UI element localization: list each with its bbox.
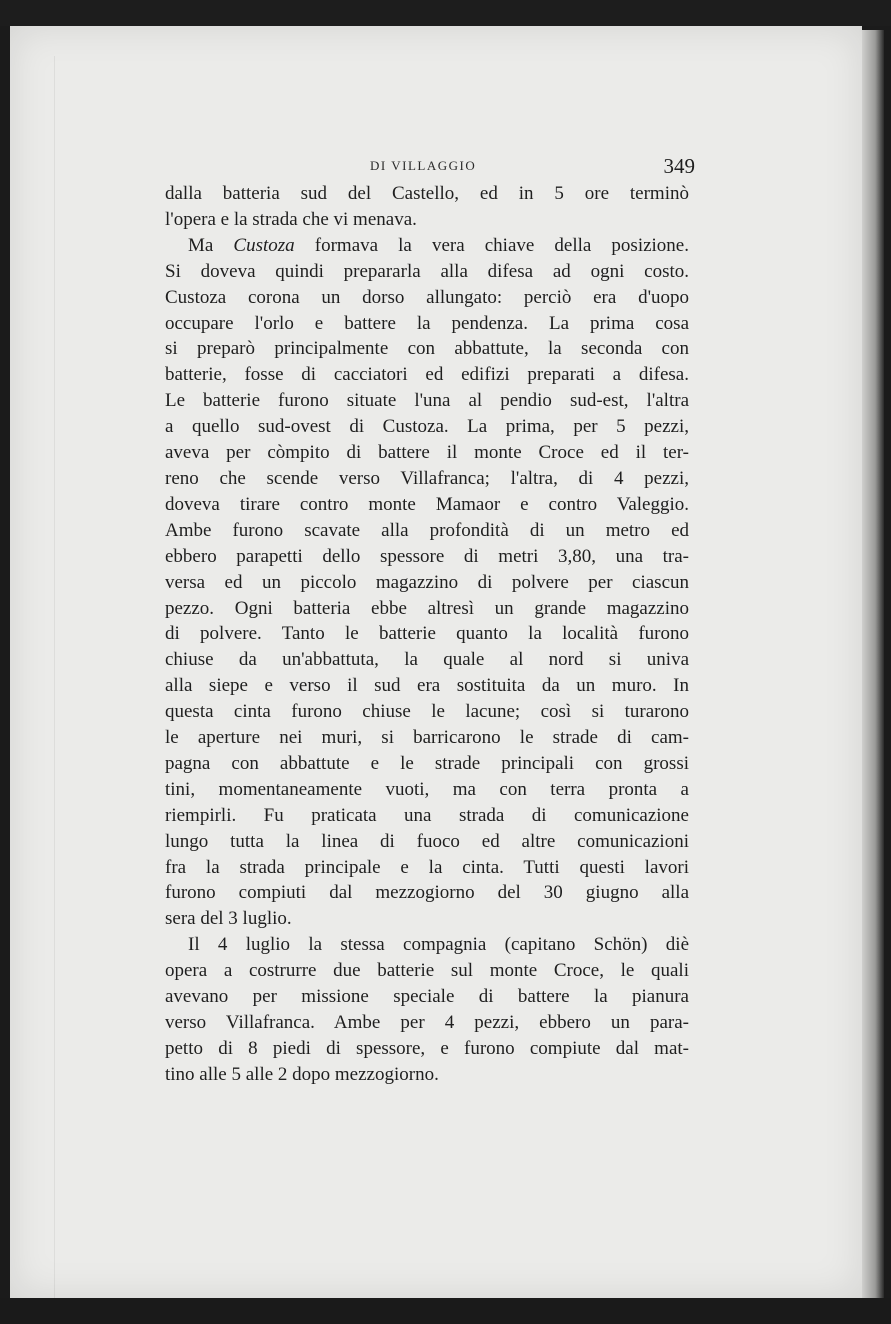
text-line: si preparò principalmente con abbattute, la seconda con bbox=[165, 338, 689, 360]
running-head: DI VILLAGGIO bbox=[370, 158, 477, 173]
text-line: petto di 8 piedi di spessore, e furono compiute dal mat- bbox=[165, 1037, 689, 1059]
text-line: pagna con abbattute e le strade principali con grossi bbox=[165, 752, 689, 774]
text-line: furono compiuti dal mezzogiorno del 30 giugno alla bbox=[165, 882, 689, 904]
text-line: Si doveva quindi prepararla alla difesa ad ogni costo. bbox=[165, 260, 689, 282]
text-line: chiuse da un'abbattuta, la quale al nord si univa bbox=[165, 649, 689, 671]
text-line: le aperture nei muri, si barricarono le strade di cam- bbox=[165, 727, 689, 749]
text-line: pezzo. Ogni batteria ebbe altresì un grande magazzino bbox=[165, 597, 689, 619]
paragraph bbox=[165, 233, 689, 932]
text-line: reno che scende verso Villafranca; l'altra, di 4 pezzi, bbox=[165, 467, 689, 489]
text-line: tino alle 5 alle 2 dopo mezzogiorno. bbox=[165, 1063, 439, 1085]
text-line: aveva per còmpito di battere il monte Croce ed il ter- bbox=[165, 442, 689, 464]
text-line: Custoza corona un dorso allungato: perciò era d'uopo bbox=[165, 286, 689, 308]
scan-top-edge bbox=[0, 0, 891, 26]
text-line: l'opera e la strada che vi menava. bbox=[165, 208, 417, 230]
paragraph bbox=[165, 181, 689, 233]
text-line: versa ed un piccolo magazzino di polvere per ciascun bbox=[165, 571, 689, 593]
italic-term: Custoza bbox=[233, 234, 295, 256]
text-line: Il 4 luglio la stessa compagnia (capitano Schön) diè bbox=[188, 934, 689, 956]
text-line: Ma Custoza formava la vera chiave della posizione. bbox=[188, 234, 689, 256]
text-line: fra la strada principale e la cinta. Tutti questi lavori bbox=[165, 856, 689, 878]
text-line: Le batterie furono situate l'una al pendio sud-est, l'altra bbox=[165, 390, 689, 412]
text-line: dalla batteria sud del Castello, ed in 5 ore terminò bbox=[165, 183, 689, 204]
text-line: verso Villafranca. Ambe per 4 pezzi, ebbero un para- bbox=[165, 1012, 689, 1033]
text-line: ebbero parapetti dello spessore di metri 3,80, una tra- bbox=[165, 545, 689, 567]
text-line: opera a costrurre due batterie sul monte Croce, le quali bbox=[165, 960, 689, 982]
text-line: doveva tirare contro monte Mamaor e contro Valeggio. bbox=[165, 493, 689, 515]
scan-bottom-edge bbox=[0, 1298, 891, 1324]
paragraph bbox=[165, 932, 689, 1087]
page-number: 349 bbox=[663, 154, 695, 178]
text-line: lungo tutta la linea di fuoco ed altre comunicazioni bbox=[165, 830, 689, 852]
text-line: alla siepe e verso il sud era sostituita da un muro. In bbox=[165, 675, 689, 697]
text-line: tini, momentaneamente vuoti, ma con terra pronta a bbox=[165, 778, 689, 800]
text-line: questa cinta furono chiuse le lacune; così si turarono bbox=[165, 701, 689, 723]
text-line: occupare l'orlo e battere la pendenza. La prima cosa bbox=[165, 312, 689, 334]
text-line: di polvere. Tanto le batterie quanto la località furono bbox=[165, 623, 689, 645]
text-line: riempirli. Fu praticata una strada di comunicazione bbox=[165, 804, 689, 826]
text-line: Ambe furono scavate alla profondità di un metro ed bbox=[165, 519, 689, 541]
text-line: sera del 3 luglio. bbox=[165, 908, 292, 930]
text-line: batterie, fosse di cacciatori ed edifizi preparati a difesa. bbox=[165, 364, 689, 386]
page-header bbox=[165, 156, 695, 180]
body-text bbox=[165, 181, 689, 1088]
page-fold bbox=[54, 56, 55, 1316]
text-line: avevano per missione speciale di battere la pianura bbox=[165, 986, 689, 1008]
text-line: a quello sud-ovest di Custoza. La prima, per 5 pezzi, bbox=[165, 416, 689, 438]
page-edge-shadow bbox=[862, 30, 884, 1298]
